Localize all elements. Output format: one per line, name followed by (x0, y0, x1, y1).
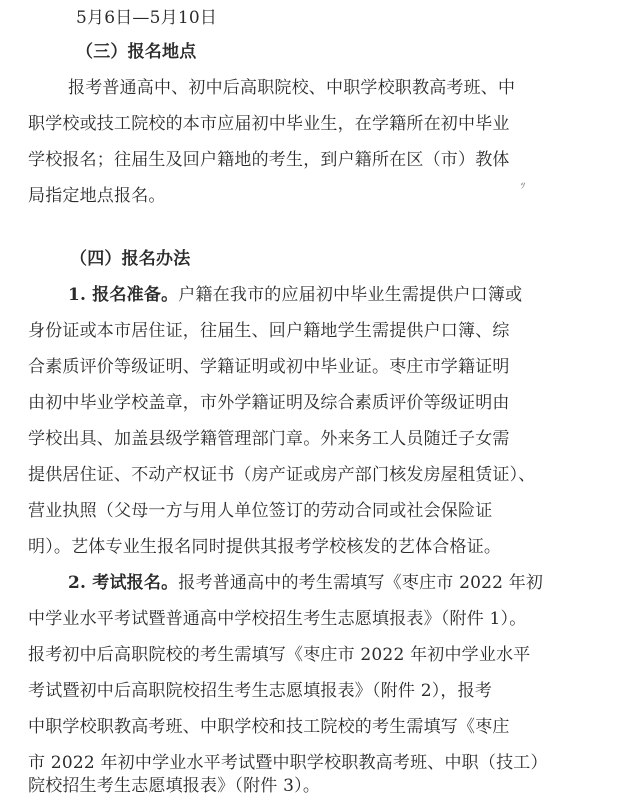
item-2-title: 2. 考试报名。 (68, 573, 179, 593)
item-2-line-6: 市 2022 年初中学业水平考试暨中职学校职教高考班、中职（技工） (28, 753, 548, 773)
section-3-line-3: 学校报名；往届生及回户籍地的考生，到户籍所在区（市）教体 (28, 150, 510, 170)
item-2-line-4: 考试暨初中后高职院校招生考生志愿填报表》（附件 2），报考 (28, 681, 493, 701)
item-2-line-2: 中学业水平考试暨普通高中学校招生考生志愿填报表》（附件 1）。 (28, 609, 527, 629)
item-1-first-line-rest: 户籍在我市的应届初中毕业生需提供户口簿或 (178, 285, 523, 305)
date-range: 5月6日—5月10日 (76, 8, 218, 28)
item-2-first-line-rest: 报考普通高中的考生需填写《枣庄市 2022 年初 (178, 573, 544, 593)
item-1-title: 1. 报名准备。 (68, 285, 179, 305)
item-1-first-line (68, 283, 522, 307)
item-1-line-4: 由初中毕业学校盖章，市外学籍证明及综合素质评价等级证明由 (28, 393, 510, 413)
section-4-heading: （四）报名办法 (70, 249, 191, 269)
section-3-line-1: 报考普通高中、初中后高职院校、中职学校职教高考班、中 (68, 78, 516, 98)
item-1-line-6: 提供居住证、不动产权证书（房产证或房产部门核发房屋租赁证）、 (28, 465, 536, 485)
item-1-line-8: 明）。艺体专业生报名同时提供其报考学校核发的艺体合格证。 (28, 537, 502, 557)
item-2-first-line (68, 571, 543, 595)
item-2-line-3: 报考初中后高职院校的考生需填写《枣庄市 2022 年初中学业水平 (28, 645, 531, 665)
item-1-line-7: 营业执照（父母一方与用人单位签订的劳动合同或社会保险证 (28, 501, 493, 521)
item-2-line-5: 中职学校职教高考班、中职学校和技工院校的考生需填写《枣庄 (28, 717, 510, 737)
item-2-line-7: 院校招生考生志愿填报表》（附件 3）。 (28, 776, 321, 796)
item-1-line-5: 学校出具、加盖县级学籍管理部门章。外来务工人员随迁子女需 (28, 429, 510, 449)
item-1-line-2: 身份证或本市居住证，往届生、回户籍地学生需提供户口簿、综 (28, 321, 510, 341)
section-3-line-4: 局指定地点报名。 (28, 186, 166, 206)
stray-mark: ｯ (520, 178, 526, 191)
section-3-line-2: 职学校或技工院校的本市应届初中毕业生，在学籍所在初中毕业 (28, 114, 510, 134)
section-3-heading: （三）报名地点 (76, 42, 197, 62)
item-1-line-3: 合素质评价等级证明、学籍证明或初中毕业证。枣庄市学籍证明 (28, 357, 510, 377)
